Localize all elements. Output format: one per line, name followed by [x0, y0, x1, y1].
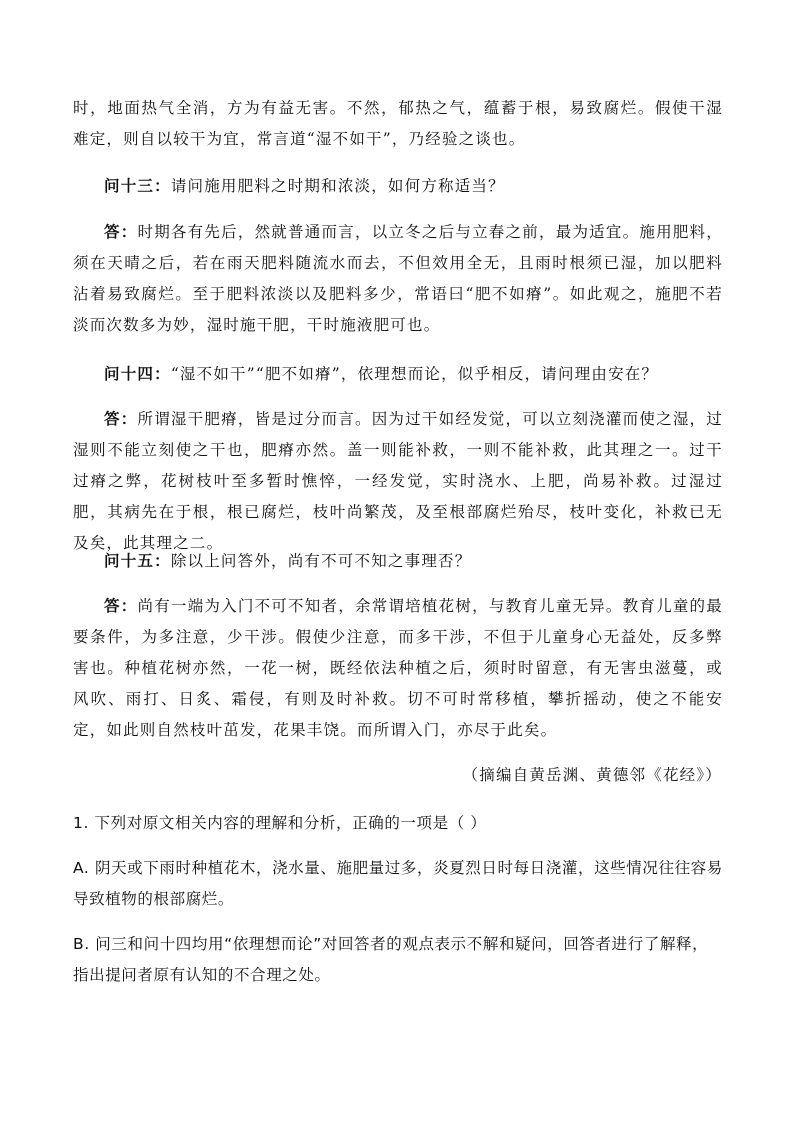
intro-text: 时，地面热气全消，方为有益无害。不然，郁热之气，蕴蓄于根，易致腐烂。假使干湿难定，则自以较干为宜，常言道“湿不如干”，乃经验之谈也。 — [73, 99, 723, 148]
intro-paragraph — [73, 93, 723, 155]
question-13 — [73, 170, 723, 202]
question-15 — [73, 545, 723, 577]
question-14 — [73, 358, 723, 390]
question-1-stem: 1. 下列对原文相关内容的理解和分析，正确的一项是（ ） — [73, 814, 487, 832]
answer-13 — [73, 216, 723, 341]
question-13-text: 请问施用肥料之时期和浓淡，如何方称适当？ — [170, 177, 505, 195]
answer-14 — [73, 403, 723, 559]
answer-15-text: 尚有一端为入门不可不知者，余常谓培植花树，与教育儿童无异。教育儿童的最要条件，为多注意，少干涉。假使少注意，而多干涉，不但于儿童身心无益处，反多弊害也。种植花树亦然，一花一树，既经依法种植之后，须时时留意，有无害虫滋蔓，或风吹、雨打、日炙、霜侵，有则及时补救。切不可时常移植，攀折摇动，使之不能安定，如此则自然枝叶茁发，花果丰饶。而所谓入门，亦尽于此矣。 — [73, 597, 723, 739]
question-15-label: 问十五： — [104, 551, 171, 570]
question-13-label: 问十三： — [104, 176, 171, 195]
question-15-text: 除以上问答外，尚有不可不知之事理否？ — [170, 552, 472, 570]
answer-15 — [73, 590, 723, 746]
answer-15-label: 答： — [104, 596, 138, 615]
source-citation: （摘编自黄岳渊、黄德邻《花经》） — [462, 766, 722, 784]
question-14-label: 问十四： — [104, 364, 171, 383]
answer-13-text: 时期各有先后，然就普通而言，以立冬之后与立春之前，最为适宜。施用肥料，须在天晴之后，若在雨天肥料随流水而去，不但效用全无，且雨时根须已湿，加以肥料沾着易致腐烂。至于肥料浓淡以及肥料多少，常语曰“肥不如瘠”。如此观之，施肥不若淡而次数多为妙，湿时施干肥，干时施液肥可也。 — [73, 223, 723, 334]
answer-14-label: 答： — [104, 409, 138, 428]
question-1-option-a: A. 阴天或下雨时种植花木，浇水量、施肥量过多，炎夏烈日时每日浇灌，这些情况往往容易导致植物的根部腐烂。 — [73, 859, 723, 908]
question-14-text: “湿不如干”“肥不如瘠”，依理想而论，似乎相反，请问理由安在？ — [170, 365, 659, 383]
question-1-option-b: B. 问三和问十四均用“依理想而论”对回答者的观点表示不解和疑问，回答者进行了解释，指出提问者原有认知的不合理之处。 — [73, 935, 709, 984]
answer-14-text: 所谓湿干肥瘠，皆是过分而言。因为过干如经发觉，可以立刻浇灌而使之湿，过湿则不能立刻使之干也，肥瘠亦然。盖一则能补救，一则不能补救，此其理之一。过干过瘠之弊，花树枝叶至多暂时憔悴，一经发觉，实时浇水、上肥，尚易补救。过湿过肥，其病先在于根，根已腐烂，枝叶尚繁茂，及至根部腐烂殆尽，枝叶变化，补救已无及矣，此其理之二。 — [73, 410, 723, 552]
answer-13-label: 答： — [104, 222, 138, 241]
